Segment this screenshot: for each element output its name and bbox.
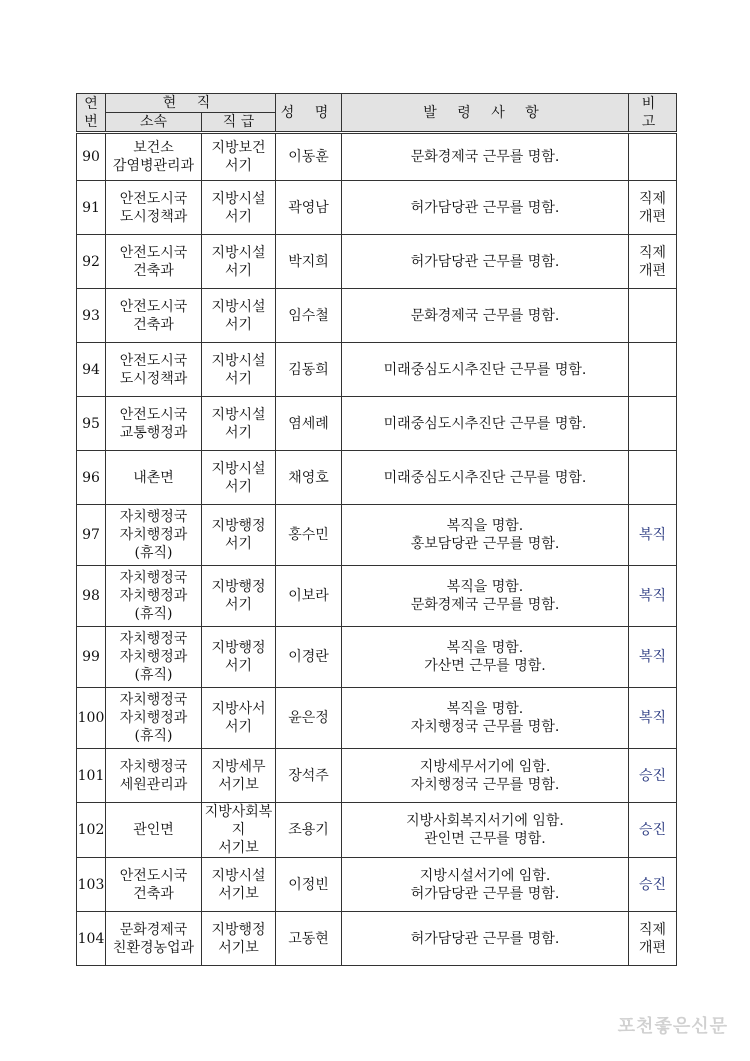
row-order (342, 289, 629, 343)
row-rank-text: 지방시설 서기 (211, 352, 266, 387)
row-name (276, 912, 342, 966)
row-note (629, 505, 677, 566)
row-order (342, 749, 629, 803)
row-name-text: 곽영남 (288, 199, 329, 216)
row-note (629, 289, 677, 343)
row-rank-text: 지방시설 서기 (211, 460, 266, 495)
row-serial-no (77, 133, 106, 181)
row-note-text: 복직 (638, 649, 667, 665)
table-row (77, 235, 677, 289)
row-department-text: 안전도시국 교통행정과 (119, 406, 188, 441)
row-rank-text: 지방시설 서기 (211, 298, 266, 333)
row-name (276, 133, 342, 181)
table-row (77, 749, 677, 803)
row-name-text: 홍수민 (288, 527, 329, 543)
row-order (342, 397, 629, 451)
row-order-text: 복직을 명함. 자치행정국 근무를 명함. (410, 701, 560, 735)
row-serial-no-text: 90 (82, 149, 100, 165)
row-department (106, 505, 202, 566)
row-name-text: 이동훈 (288, 149, 329, 165)
row-serial-no-text: 91 (82, 199, 100, 216)
row-name (276, 749, 342, 803)
row-rank (202, 749, 276, 803)
row-rank-text: 지방시설 서기보 (211, 867, 266, 902)
table-row (77, 397, 677, 451)
row-serial-no (77, 451, 106, 505)
table-body (77, 133, 677, 966)
row-order-text: 미래중심도시추진단 근무를 명함. (383, 415, 587, 432)
row-serial-no-text: 102 (77, 822, 105, 838)
row-note-text: 직제 개편 (638, 921, 667, 956)
row-department (106, 343, 202, 397)
row-serial-no-text: 97 (82, 527, 100, 543)
row-serial-no-text: 103 (77, 876, 105, 893)
row-serial-no (77, 505, 106, 566)
row-rank-text: 지방사회복지 서기보 (204, 804, 273, 856)
row-order (342, 912, 629, 966)
row-order (342, 505, 629, 566)
row-rank (202, 858, 276, 912)
row-note (629, 235, 677, 289)
table-row (77, 858, 677, 912)
row-department (106, 803, 202, 858)
row-serial-no (77, 343, 106, 397)
row-serial-no (77, 289, 106, 343)
row-serial-no-text: 95 (82, 415, 100, 432)
row-rank (202, 505, 276, 566)
row-order-text: 지방시설서기에 임함. 허가담당관 근무를 명함. (410, 867, 560, 902)
row-rank-text: 지방행정 서기 (211, 518, 266, 552)
row-rank (202, 235, 276, 289)
row-order (342, 133, 629, 181)
row-name-text: 임수철 (288, 307, 329, 324)
row-department-text: 안전도시국 건축과 (119, 298, 188, 333)
row-order-text: 미래중심도시추진단 근무를 명함. (383, 469, 587, 486)
row-name-text: 조용기 (288, 822, 329, 838)
row-serial-no-text: 92 (82, 253, 100, 270)
row-name (276, 451, 342, 505)
row-order-text: 복직을 명함. 가산면 근무를 명함. (424, 640, 546, 674)
row-department-text: 안전도시국 건축과 (119, 867, 188, 902)
row-rank-text: 지방행정 서기보 (211, 921, 266, 956)
row-department-text: 자치행정국 자치행정과 (휴직) (119, 692, 188, 744)
table-row (77, 803, 677, 858)
row-name-text: 채영호 (288, 469, 329, 486)
personnel-order-table (76, 93, 677, 966)
row-serial-no-text: 94 (82, 361, 100, 378)
row-department-text: 자치행정국 자치행정과 (휴직) (119, 509, 188, 561)
header-rank: 직 급 (202, 113, 276, 133)
row-department-text: 안전도시국 도시정책과 (119, 190, 188, 225)
row-name (276, 505, 342, 566)
row-name (276, 566, 342, 627)
row-serial-no-text: 99 (82, 649, 100, 665)
row-rank-text: 지방보건 서기 (211, 140, 266, 174)
row-department (106, 133, 202, 181)
row-department (106, 688, 202, 749)
row-serial-no (77, 235, 106, 289)
row-rank (202, 803, 276, 858)
row-rank-text: 지방세무 서기보 (211, 758, 266, 793)
row-name (276, 181, 342, 235)
row-serial-no (77, 912, 106, 966)
row-department (106, 858, 202, 912)
row-note (629, 858, 677, 912)
row-note (629, 397, 677, 451)
table-row (77, 451, 677, 505)
row-note-text: 복직 (638, 710, 667, 726)
row-department (106, 235, 202, 289)
row-serial-no (77, 688, 106, 749)
row-rank (202, 343, 276, 397)
row-rank-text: 지방시설 서기 (211, 244, 266, 279)
header-note: 비 고 (629, 94, 677, 133)
row-rank-text: 지방사서 서기 (211, 701, 266, 735)
row-note (629, 181, 677, 235)
table-row (77, 505, 677, 566)
row-order-text: 허가담당관 근무를 명함. (410, 253, 560, 270)
row-name-text: 김동희 (288, 361, 329, 378)
header-order: 발 령 사 항 (342, 94, 629, 133)
row-department-text: 문화경제국 친환경농업과 (112, 921, 195, 956)
row-serial-no (77, 397, 106, 451)
row-rank-text: 지방시설 서기 (211, 406, 266, 441)
row-department-text: 자치행정국 자치행정과 (휴직) (119, 570, 188, 622)
row-department-text: 관인면 (133, 822, 174, 838)
row-order (342, 627, 629, 688)
newspaper-watermark: 포천좋은신문 (617, 1016, 728, 1037)
row-order-text: 지방사회복지서기에 임함. 관인면 근무를 명함. (406, 813, 564, 847)
row-note (629, 803, 677, 858)
row-serial-no-text: 100 (77, 710, 105, 726)
header-current-post: 현 직 (106, 94, 276, 113)
row-order-text: 문화경제국 근무를 명함. (410, 307, 560, 324)
row-note (629, 627, 677, 688)
row-department-text: 내촌면 (133, 469, 174, 486)
row-name (276, 803, 342, 858)
row-order (342, 566, 629, 627)
row-serial-no (77, 181, 106, 235)
row-name (276, 688, 342, 749)
row-note (629, 912, 677, 966)
row-order-text: 복직을 명함. 홍보담당관 근무를 명함. (410, 518, 560, 552)
row-department-text: 안전도시국 건축과 (119, 244, 188, 279)
table-row (77, 627, 677, 688)
row-order-text: 허가담당관 근무를 명함. (410, 199, 560, 216)
row-rank (202, 289, 276, 343)
row-name-text: 염세례 (288, 415, 329, 432)
row-note (629, 133, 677, 181)
row-note (629, 343, 677, 397)
row-note-text: 직제 개편 (638, 244, 667, 279)
row-rank (202, 397, 276, 451)
row-name-text: 고동현 (288, 930, 329, 947)
row-serial-no (77, 627, 106, 688)
row-note-text: 복직 (638, 527, 667, 543)
row-note-text: 복직 (638, 588, 667, 604)
row-department (106, 181, 202, 235)
row-name-text: 윤은정 (288, 710, 329, 726)
row-department-text: 자치행정국 자치행정과 (휴직) (119, 631, 188, 683)
table-row (77, 688, 677, 749)
row-order (342, 451, 629, 505)
row-note-text: 승진 (638, 876, 667, 893)
row-order (342, 858, 629, 912)
row-order-text: 지방세무서기에 임함. 자치행정국 근무를 명함. (410, 758, 560, 793)
table-row (77, 181, 677, 235)
row-note (629, 566, 677, 627)
row-note (629, 688, 677, 749)
row-serial-no (77, 803, 106, 858)
row-rank-text: 지방행정 서기 (211, 640, 266, 674)
row-order (342, 803, 629, 858)
row-rank-text: 지방시설 서기 (211, 190, 266, 225)
row-rank (202, 912, 276, 966)
row-name (276, 343, 342, 397)
row-department (106, 397, 202, 451)
row-order (342, 343, 629, 397)
row-serial-no-text: 101 (77, 767, 105, 784)
row-name-text: 장석주 (288, 767, 329, 784)
row-note-text: 승진 (638, 822, 667, 838)
row-serial-no-text: 96 (82, 469, 100, 486)
row-department (106, 289, 202, 343)
table-row (77, 343, 677, 397)
row-order (342, 688, 629, 749)
table-row (77, 566, 677, 627)
row-rank (202, 566, 276, 627)
row-note-text: 직제 개편 (638, 190, 667, 225)
row-order-text: 미래중심도시추진단 근무를 명함. (383, 361, 587, 378)
row-serial-no (77, 749, 106, 803)
table-row (77, 912, 677, 966)
row-department-text: 안전도시국 도시정책과 (119, 352, 188, 387)
row-note-text: 승진 (638, 767, 667, 784)
row-serial-no (77, 858, 106, 912)
row-order-text: 문화경제국 근무를 명함. (410, 149, 560, 165)
row-serial-no (77, 566, 106, 627)
header-dept: 소속 (106, 113, 202, 133)
header-name: 성 명 (276, 94, 342, 133)
row-rank (202, 627, 276, 688)
row-rank (202, 181, 276, 235)
row-department (106, 749, 202, 803)
row-department (106, 566, 202, 627)
row-order-text: 허가담당관 근무를 명함. (410, 930, 560, 947)
row-name (276, 397, 342, 451)
row-department (106, 627, 202, 688)
row-rank (202, 688, 276, 749)
row-department (106, 451, 202, 505)
row-name (276, 289, 342, 343)
row-order (342, 181, 629, 235)
row-name-text: 이정빈 (288, 876, 329, 893)
table-row (77, 133, 677, 181)
row-name (276, 858, 342, 912)
row-rank (202, 133, 276, 181)
row-department-text: 보건소 감염병관리과 (112, 140, 195, 174)
row-name-text: 이보라 (288, 588, 329, 604)
row-name (276, 627, 342, 688)
row-note (629, 749, 677, 803)
row-serial-no-text: 104 (77, 930, 105, 947)
row-department (106, 912, 202, 966)
table-row (77, 289, 677, 343)
row-serial-no-text: 98 (82, 588, 100, 604)
row-order-text: 복직을 명함. 문화경제국 근무를 명함. (410, 579, 560, 613)
row-rank-text: 지방행정 서기 (211, 579, 266, 613)
row-note (629, 451, 677, 505)
row-name-text: 이경란 (288, 649, 329, 665)
header-serial-no: 연 번 (77, 94, 106, 133)
row-name (276, 235, 342, 289)
row-serial-no-text: 93 (82, 307, 100, 324)
row-department-text: 자치행정국 세원관리과 (119, 758, 188, 793)
row-order (342, 235, 629, 289)
row-name-text: 박지희 (288, 253, 329, 270)
row-rank (202, 451, 276, 505)
